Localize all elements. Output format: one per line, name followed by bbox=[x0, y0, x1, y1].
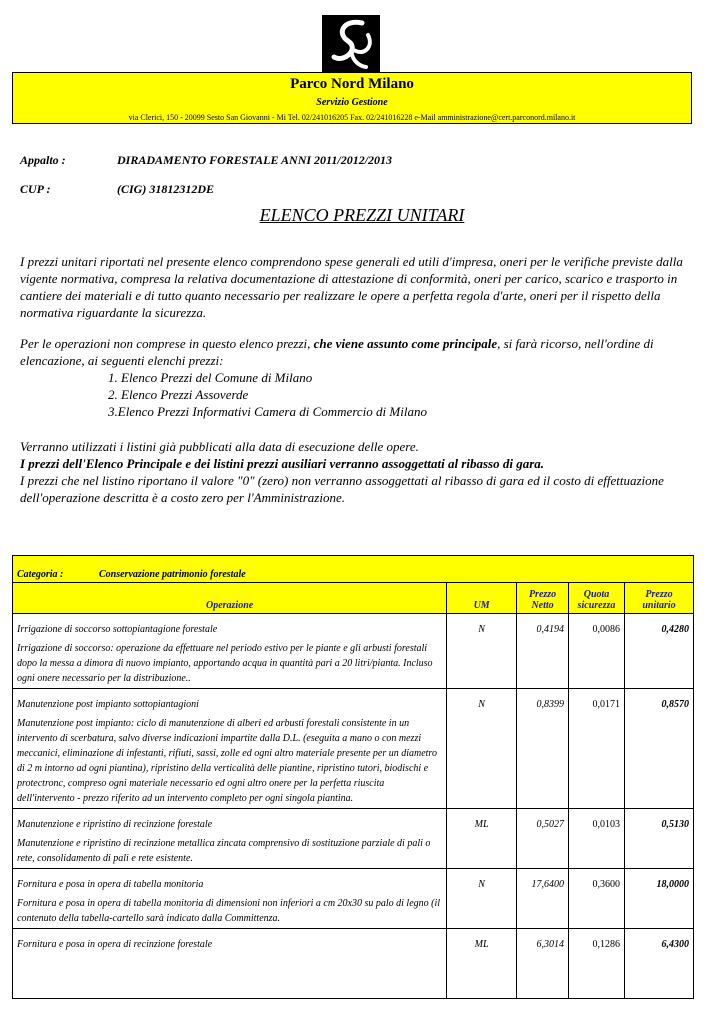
note-2: I prezzi dell'Elenco Principale e dei listini prezzi ausiliari verranno assoggettati al ribasso di gara. bbox=[20, 456, 545, 471]
operation-description bbox=[17, 956, 442, 996]
sicurezza-cell: 0,0086 bbox=[569, 614, 625, 689]
netto-cell: 17,6400 bbox=[517, 869, 569, 929]
operation-description: Fornitura e posa in opera di tabella monitoria di dimensioni non inferiori a cm 20x30 su palo di legno (il contenuto della tabella-cartello sarà indicato dalla Committenza. bbox=[17, 898, 441, 924]
col-netto: Prezzo Netto bbox=[517, 583, 569, 614]
intro-paragraph bbox=[20, 253, 710, 321]
table-row bbox=[13, 869, 694, 929]
netto-cell: 6,3014 bbox=[517, 929, 569, 999]
col-um: UM bbox=[447, 583, 517, 614]
um-cell: N bbox=[447, 614, 517, 689]
operation-title: Manutenzione e ripristino di recinzione forestale bbox=[17, 819, 213, 830]
operation-title: Manutenzione post impianto sottopiantagioni bbox=[17, 699, 199, 710]
appalto-value: DIRADAMENTO FORESTALE ANNI 2011/2012/2013 bbox=[117, 153, 393, 167]
unitario-cell: 0,5130 bbox=[625, 809, 694, 869]
table-row bbox=[13, 809, 694, 869]
col-sicurezza: Quota sicurezza bbox=[569, 583, 625, 614]
intro-text: I prezzi unitari riportati nel presente elenco comprendono spese generali ed utili d'impresa, oneri per le verifiche previste dalla vigente normativa, compresa la relativa documentazione di attestazione di conformità, oneri per carico, scarico e trasporto in cantiere dei materiali e di tutto quanto necessario per realizzare le opere a perfetta regola d'arte, oneri per il rispetto della normativa riguardante la sicurezza. bbox=[20, 254, 683, 320]
para2-a: Per le operazioni non comprese in questo elenco prezzi, bbox=[20, 336, 314, 351]
price-list-sources bbox=[20, 369, 710, 420]
operation-cell bbox=[13, 689, 447, 809]
sicurezza-cell: 0,1286 bbox=[569, 929, 625, 999]
parco-logo-icon bbox=[322, 15, 380, 73]
operation-description: Manutenzione e ripristino di recinzione metallica zincata comprensivo di sostituzione parziale di pali o rete, consolidamento di pali e rete esistente. bbox=[17, 838, 431, 864]
letterhead bbox=[12, 72, 692, 124]
um-cell: N bbox=[447, 869, 517, 929]
list-item: 2. Elenco Prezzi Assoverde bbox=[108, 387, 249, 402]
operation-title: Irrigazione di soccorso sottopiantagione forestale bbox=[17, 624, 218, 635]
secondary-lists-paragraph bbox=[20, 335, 710, 420]
table-body bbox=[13, 614, 694, 999]
cup-label: CUP : bbox=[20, 182, 51, 196]
list-item: 3.Elenco Prezzi Informativi Camera di Commercio di Milano bbox=[108, 404, 427, 419]
category-label: Categoria : bbox=[17, 569, 64, 580]
category-row bbox=[13, 556, 694, 583]
sicurezza-cell: 0,0171 bbox=[569, 689, 625, 809]
unitario-cell: 6,4300 bbox=[625, 929, 694, 999]
operation-cell bbox=[13, 809, 447, 869]
unitario-cell: 0,4280 bbox=[625, 614, 694, 689]
header-row bbox=[13, 583, 694, 614]
operation-title: Fornitura e posa in opera di tabella monitoria bbox=[17, 879, 204, 890]
list-item: 1. Elenco Prezzi del Comune di Milano bbox=[108, 370, 313, 385]
netto-cell: 0,8399 bbox=[517, 689, 569, 809]
operation-cell bbox=[13, 614, 447, 689]
para2-b: che viene assunto come principale bbox=[313, 336, 498, 351]
col-unitario: Prezzo unitario bbox=[625, 583, 694, 614]
service-name: Servizio Gestione bbox=[316, 97, 388, 108]
operation-cell bbox=[13, 929, 447, 999]
operation-description: Irrigazione di soccorso: operazione da effettuare nel periodo estivo per le piante e gli arbusti forestali dopo la messa a dimora di nuovo impianto, apportando acqua in quantità pari a 20 litri/pianta. Incluso ogni onere necessario per la distribuzione.. bbox=[17, 643, 433, 684]
sicurezza-cell: 0,3600 bbox=[569, 869, 625, 929]
note-3: I prezzi che nel listino riportano il valore "0" (zero) non verranno assoggettati al ribasso di gara ed il costo di effettuazione dell'operazione descritta è a costo zero per l'Amministrazione. bbox=[20, 473, 664, 505]
org-address: via Clerici, 150 - 20099 Sesto San Giovanni - Mi Tel. 02/241016205 Fax. 02/241016228 e-Mail amministrazione@cert.parconord.milano.it bbox=[128, 113, 576, 122]
um-cell: ML bbox=[447, 809, 517, 869]
document-title: ELENCO PREZZI UNITARI bbox=[259, 205, 465, 225]
netto-cell: 0,5027 bbox=[517, 809, 569, 869]
note-1: Verranno utilizzati i listini già pubblicati alla data di esecuzione delle opere. bbox=[20, 439, 419, 454]
operation-title: Fornitura e posa in opera di recinzione forestale bbox=[17, 939, 213, 950]
um-cell: N bbox=[447, 689, 517, 809]
org-name: Parco Nord Milano bbox=[290, 76, 414, 92]
um-cell: ML bbox=[447, 929, 517, 999]
cup-value: (CIG) 31812312DE bbox=[117, 182, 215, 196]
unitario-cell: 0,8570 bbox=[625, 689, 694, 809]
notes-paragraph bbox=[20, 438, 710, 506]
price-table bbox=[12, 555, 694, 999]
para2-c: , si farà ricorso, nell'ordine di elencazione, ai seguenti elenchi prezzi: bbox=[20, 336, 654, 368]
col-operazione: Operazione bbox=[13, 583, 447, 614]
netto-cell: 0,4194 bbox=[517, 614, 569, 689]
unitario-cell: 18,0000 bbox=[625, 869, 694, 929]
table-row bbox=[13, 929, 694, 999]
operation-cell bbox=[13, 869, 447, 929]
appalto-label: Appalto : bbox=[20, 153, 66, 167]
sicurezza-cell: 0,0103 bbox=[569, 809, 625, 869]
table-row bbox=[13, 614, 694, 689]
operation-description: Manutenzione post impianto: ciclo di manutenzione di alberi ed arbusti forestali consistente in un intervento di scerbatura, salvo diverse indicazioni impartite dalla D.L. (eseguita a mano o con mezzi meccanici, eliminazione di infestanti, rifiuti, sassi, zolle ed ogni altro materiale presente per un diametro di 2 m intorno ad ogni piantina), ripristino della verticalità delle piantine, ripristino tutori, biodischi e protectronc, compreso ogni materiale necessario ed ogni altro onere per la perfetta riuscita dell'intervento - prezzo riferito ad un intervento completo per ogni singola piantina. bbox=[17, 718, 437, 804]
category-value: Conservazione patrimonio forestale bbox=[99, 569, 246, 580]
table-row bbox=[13, 689, 694, 809]
